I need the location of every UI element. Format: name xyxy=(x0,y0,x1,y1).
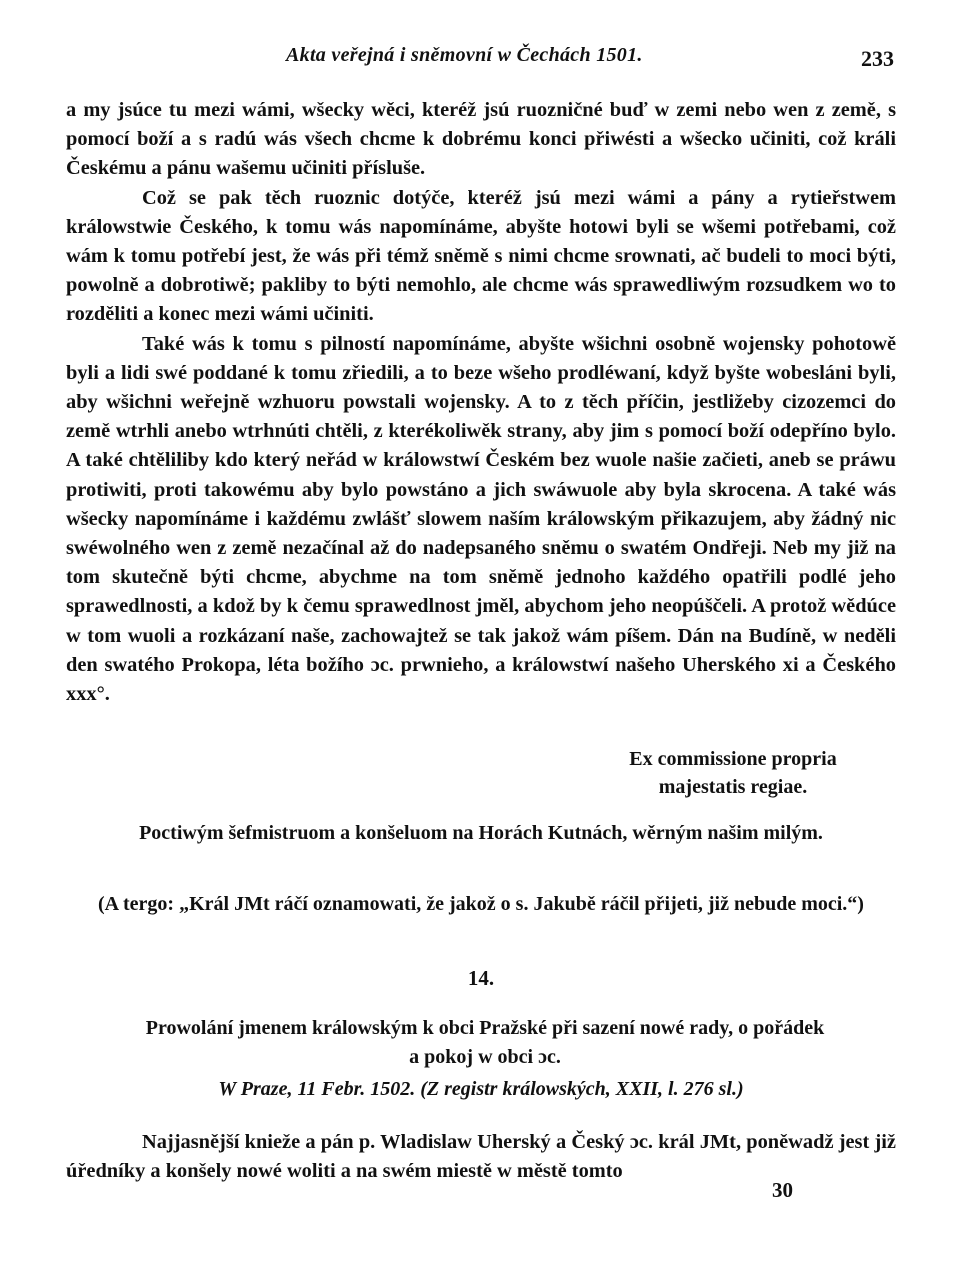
document-title xyxy=(110,1014,860,1072)
page-number: 233 xyxy=(861,46,894,71)
letter-paragraph: a my jsúce tu mezi wámi, wšecky wěci, kteréž jsú ruozničné buď w zemi nebo wen z země, s pomocí boží a s radú wás všech chcme k dobrému konci přiwésti a wšecko učiniti, což králi Českému a pánu wašemu učiniti přísluše. xyxy=(66,99,896,180)
a-tergo-note: (A tergo: „Král JMt ráčí oznamowati, že jakož o s. Jakubě ráčil přijeti, již nebude moci.“) xyxy=(98,893,864,915)
document-title-line: a pokoj w obci ɔc. xyxy=(409,1046,561,1068)
letter-paragraph: Což se pak těch ruoznic dotýče, kteréž jsú mezi wámi a pány a rytieřstwem králowstwie Českého, k tomu wás napomínáme, abyšte hotowi byli se wšemi potřebami, což wám k tomu potřebí jest, že wás při témž sněmě s nimi chcme srownati, ač budeli to moci býti, powolně a dobrotiwě; pakliby to býti nemohlo, ale chcme wás sprawedliwým rozsudkem wo to rozděliti a konec mezi wámi učiniti. xyxy=(66,186,896,326)
signature-line: majestatis regiae. xyxy=(658,776,808,798)
document-title-line: Prowolání jmenem králowským k obci Pražské při sazení nowé rady, o pořádek xyxy=(145,1017,825,1039)
running-title: Akta veřejná i sněmovní w Čechách 1501. xyxy=(286,44,643,66)
letter-address: Poctiwým šefmistruom a konšeluom na Horách Kutnách, wěrným našim milým. xyxy=(139,822,823,844)
document-number: 14. xyxy=(467,966,495,990)
document-opening: Najjasnější knieže a pán p. Wladislaw Uherský a Český ɔc. král JMt, poněwadž jest již úředníky a konšely nowé woliti a na swém miestě w městě tomto xyxy=(66,1131,896,1183)
letter-signature xyxy=(600,745,866,801)
letter-body xyxy=(66,96,896,709)
document-source: W Praze, 11 Febr. 1502. (Z registr králowských, XXII, l. 276 sl.) xyxy=(218,1078,744,1100)
printer-signature-mark: 30 xyxy=(772,1178,793,1202)
signature-line: Ex commissione propria xyxy=(629,748,837,770)
letter-paragraph: Také wás k tomu s pilností napomínáme, abyšte wšichni osobně wojensky pohotowě byli a lidi swé poddané k tomu zřiedili, a to beze wšeho prodléwaní, když byšte wobesláni byli, aby wšichni weřejně wzhuoru powstali wojensky. A to z těch příčin, jestližeby cizozemci do země wtrhli anebo wtrhnúti chtěli, z kterékoliwěk strany, aby jim s pomocí boží odepříno bylo. A také chtěliliby kdo který neřád w králowstwí Českém bez wuole našie začieti, aneb se práwu protiwiti, proti takowému aby bylo powstáno a jich swáwuole aby byla skrocena. A také wás wšecky napomínáme i každému zwlášť slowem naším králowským přikazujem, aby žádný nic swéwolného wen z země nezačínal až do nadepsaného sněmu o swatém Ondřeji. Neb my již na tom skutečně býti chcme, abychme na tom sněmě jednoho každého opatřili podlé jeho sprawedlnosti, a kdož by k čemu sprawedlnost jměl, abychom jeho neopúščeli. A protož wědúce w tom wuoli a rozkázaní naše, zachowajtež se tak jakož wám píšem. Dán na Budíně, w neděli den swatého Prokopa, léta božího ɔc. prwnieho, a králowstwí našeho Uherského xi a Českého xxx°. xyxy=(66,332,896,706)
